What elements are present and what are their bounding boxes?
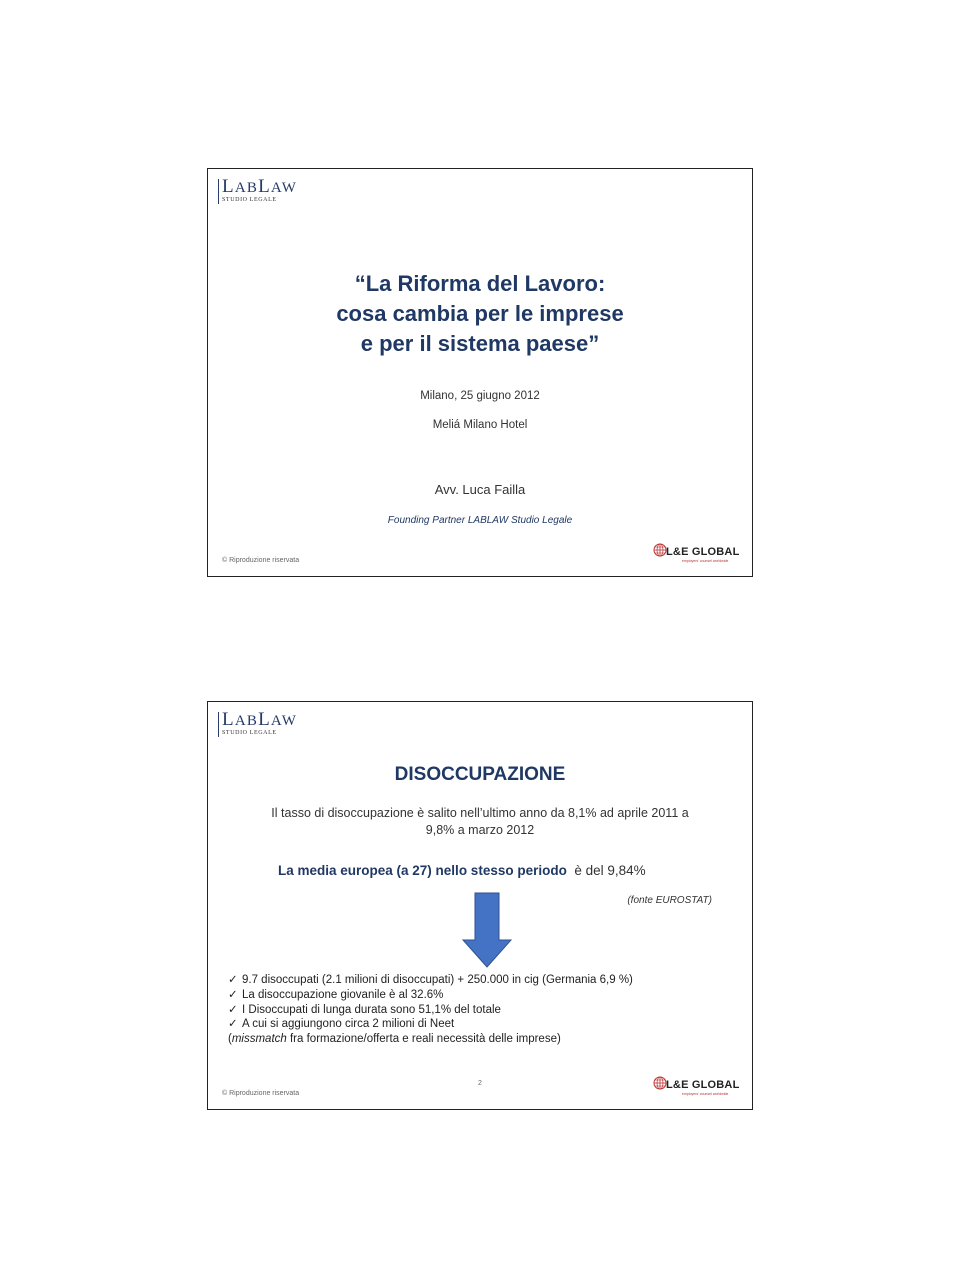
event-date: Milano, 25 giugno 2012 xyxy=(420,390,540,402)
lablaw-logo: LABLAW STUDIO LEGALE xyxy=(218,179,297,204)
check-icon: ✓ xyxy=(228,988,238,1001)
check-icon: ✓ xyxy=(228,1018,238,1031)
down-arrow-icon xyxy=(461,892,513,968)
logo-subtitle: STUDIO LEGALE xyxy=(222,197,277,203)
logo-subtitle: STUDIO LEGALE xyxy=(222,730,277,736)
list-item: ✓ La disoccupazione giovanile è al 32.6% xyxy=(228,988,444,1001)
slide-2 xyxy=(207,701,753,1110)
speaker-role: Founding Partner LABLAW Studio Legale xyxy=(387,515,573,526)
list-item: ✓ A cui si aggiungono circa 2 milioni di Neet xyxy=(228,1018,455,1031)
lablaw-logo: LABLAW STUDIO LEGALE xyxy=(218,712,297,737)
list-item: ✓ I Disoccupati di lunga durata sono 51,1% del totale xyxy=(228,1003,501,1016)
bullet-list xyxy=(228,973,633,1047)
event-venue: Meliá Milano Hotel xyxy=(432,419,528,431)
page-number: 2 xyxy=(478,1080,482,1087)
copyright-notice: © Riproduzione riservata xyxy=(222,557,300,564)
unemployment-paragraph: Il tasso di disoccupazione è salito nell’ultimo anno da 8,1% ad aprile 2011 a 9,8% a marzo 2012 xyxy=(271,806,689,837)
slide-1-title: “La Riforma del Lavoro: cosa cambia per le imprese e per il sistema paese” xyxy=(336,271,624,356)
check-icon: ✓ xyxy=(228,1003,238,1016)
le-global-logo: L&E GLOBAL employers' counsel worldwide xyxy=(652,542,742,564)
european-average: La media europea (a 27) nello stesso periodo è del 9,84% xyxy=(278,863,646,878)
slide-2-heading: DISOCCUPAZIONE xyxy=(394,764,566,785)
slide-1 xyxy=(207,168,753,577)
source-note: (fonte EUROSTAT) xyxy=(627,895,712,906)
copyright-notice: © Riproduzione riservata xyxy=(222,1090,300,1097)
speaker-name: Avv. Luca Failla xyxy=(434,482,526,497)
list-item: ✓ 9.7 disoccupati (2.1 milioni di disoccupati) + 250.000 in cig (Germania 6,9 %) xyxy=(228,974,633,986)
list-note: (missmatch fra formazione/offerta e reali necessità delle imprese) xyxy=(228,1033,561,1046)
le-global-logo: L&E GLOBAL employers' counsel worldwide xyxy=(652,1075,742,1097)
check-icon: ✓ xyxy=(228,974,238,986)
